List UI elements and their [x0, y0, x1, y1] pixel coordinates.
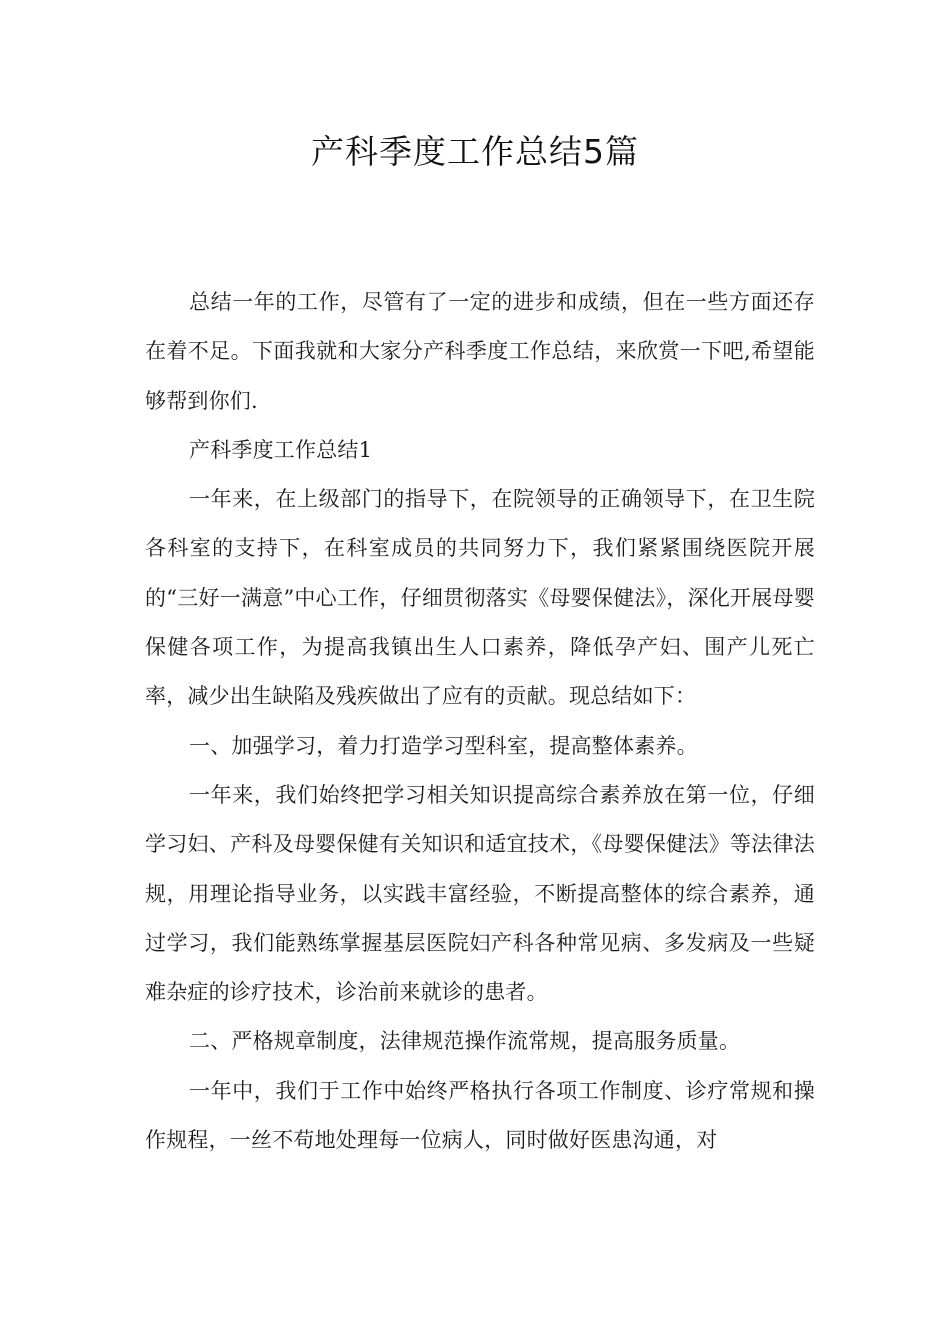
body-paragraph: 一年来，我们始终把学习相关知识提高综合素养放在第一位，仔细学习妇、产科及母婴保健有关知识和适宜技术，《母婴保健法》等法律法规，用理论指导业务，以实践丰富经验，不断提高整体的综合素养，通过学习，我们能熟练掌握基层医院妇产科各种常见病、多发病及一些疑难杂症的诊疗技术，诊治前来就诊的患者。: [145, 782, 815, 1005]
body-paragraph: 一年来，在上级部门的指导下，在院领导的正确领导下，在卫生院各科室的支持下，在科室成员的共同努力下，我们紧紧围绕医院开展的“三好一满意”中心工作，仔细贯彻落实《母婴保健法》，深化开展母婴保健各项工作，为提高我镇出生人口素养，降低孕产妇、围产儿死亡率，减少出生缺陷及残疾做出了应有的贡献。现总结如下：: [145, 487, 815, 709]
body-paragraph: 一年中，我们于工作中始终严格执行各项工作制度、诊疗常规和操作规程，一丝不苟地处理每一位病人，同时做好医患沟通，对: [145, 1078, 815, 1153]
section-heading: 产科季度工作总结1: [189, 437, 373, 462]
subsection-heading: 一、加强学习，着力打造学习型科室，提高整体素养。: [189, 733, 698, 758]
document-body: [145, 278, 815, 1165]
intro-paragraph: 总结一年的工作，尽管有了一定的进步和成绩，但在一些方面还存在着不足。下面我就和大家分产科季度工作总结，来欣赏一下吧,希望能够帮到你们.: [145, 290, 815, 413]
subsection-heading: 二、严格规章制度，法律规范操作流常规，提高服务质量。: [189, 1029, 741, 1054]
document-title: 产科季度工作总结5篇: [311, 132, 639, 171]
